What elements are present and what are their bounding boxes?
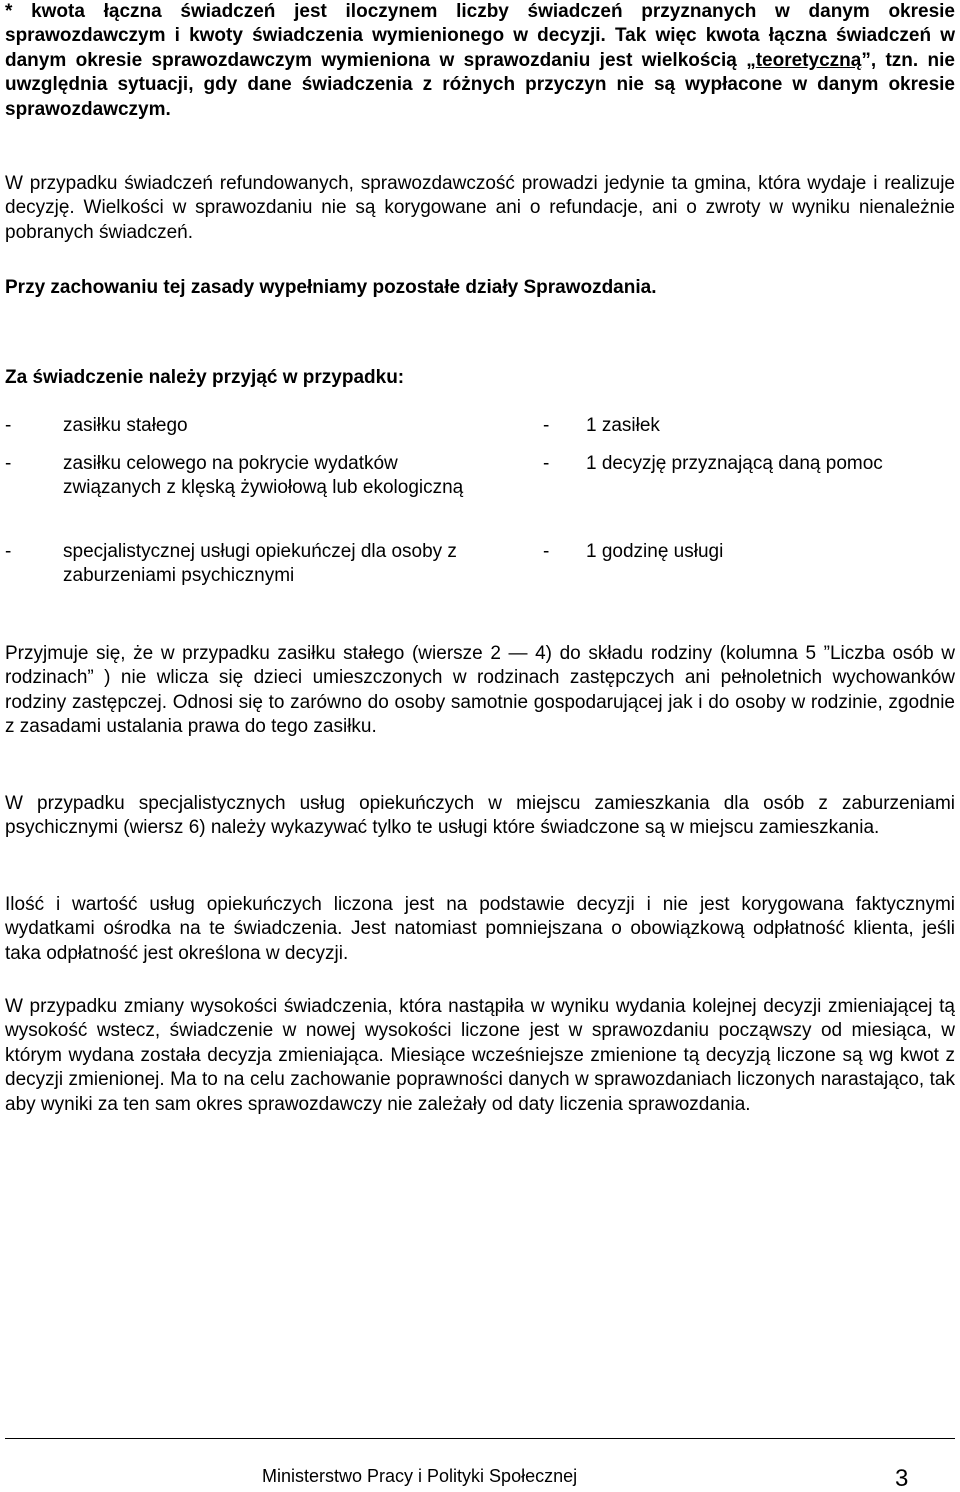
list-item-left: zasiłku stałego (63, 415, 188, 436)
list-dash: - (543, 415, 550, 436)
list-dash: - (5, 541, 12, 562)
list-dash: - (543, 453, 550, 474)
quantity-paragraph: Ilość i wartość usług opiekuńczych liczona jest na podstawie decyzji i nie jest korygowana faktycznymi wydatkami ośrodka na te świadczenia. Jest natomiast pomniejszana o obowiązkową odpłatność klienta, jeśli taka odpłatność jest określona w decyzji. (5, 894, 955, 964)
list-dash: - (5, 415, 12, 436)
list-item-left: specjalistycznej usługi opiekuńczej dla osoby z zaburzeniami psychicznymi (63, 541, 457, 587)
footer-organization: Ministerstwo Pracy i Polityki Społecznej (262, 1466, 578, 1486)
section-heading: Za świadczenie należy przyjąć w przypadku: (5, 367, 405, 388)
services-paragraph: W przypadku specjalistycznych usług opiekuńczych w miejscu zamieszkania dla osób z zaburzeniami psychicznymi (wiersz 6) należy wykazywać tylko te usługi które świadczone są w miejscu zamieszkania. (5, 793, 955, 839)
intro-paragraph (5, 0, 955, 122)
list-item-right: 1 decyzję przyznającą daną pomoc (586, 453, 883, 474)
list-dash: - (5, 453, 12, 474)
intro-text-start: * kwota łączna świadczeń jest iloczynem liczby świadczeń przyznanych w danym okresie sprawozdawczym i kwoty świadczenia wymienionego w decyzji. Tak więc kwota łączna świadczeń w danym okresie sprawozdawczym wymieniona w sprawozdaniu jest wielkością (5, 1, 955, 71)
refund-paragraph: W przypadku świadczeń refundowanych, sprawozdawczość prowadzi jedynie ta gmina, która wydaje i realizuje decyzję. Wielkości w sprawozdaniu nie są korygowane ani o refundacje, ani o zwroty w wyniku nienależnie pobranych świadczeń. (5, 173, 955, 243)
list-dash: - (543, 541, 550, 562)
list-item-left: zasiłku celowego na pokrycie wydatków związanych z klęską żywiołową lub ekologiczną (63, 453, 464, 499)
close-quote: ” (861, 49, 871, 71)
open-quote: „ (746, 49, 756, 71)
underlined-term: teoretyczną (755, 49, 862, 71)
footer-divider (5, 1438, 955, 1439)
page-number: 3 (895, 1465, 909, 1492)
intro-text-end: , tzn. nie uwzględnia sytuacji, gdy dane świadczenia z różnych przyczyn nie są wypłacone w danym okresie sprawozdawczym. (5, 49, 955, 120)
family-paragraph: Przyjmuje się, że w przypadku zasiłku stałego (wiersze 2 — 4) do składu rodziny (kolumna 5 ”Liczba osób w rodzinach” ) nie wlicza się dzieci umieszczonych w rodzinach zastępczych ani pełnoletnich wychowanków rodziny zastępczej. Odnosi się to zarówno do osoby samotnie gospodarującej jak i do osoby w rodzinie, zgodnie z zasadami ustalania prawa do tego zasiłku. (5, 643, 955, 738)
list-item-right: 1 godzinę usługi (586, 541, 724, 562)
rule-paragraph: Przy zachowaniu tej zasady wypełniamy pozostałe działy Sprawozdania. (5, 277, 657, 298)
list-item-right: 1 zasiłek (586, 415, 660, 436)
change-paragraph: W przypadku zmiany wysokości świadczenia, która nastąpiła w wyniku wydania kolejnej decyzji zmieniającej tą wysokość wstecz, świadczenie w nowej wysokości liczone jest w sprawozdaniu począwszy od miesiąca, w którym wydana została decyzja zmieniająca. Miesiące wcześniejsze zmienione tą decyzją liczone są wg kwot z decyzji zmienionej. Ma to na celu zachowanie poprawności danych w sprawozdaniach liczonych narastająco, tak aby wyniki za ten sam okres sprawozdawczy nie zależały od daty liczenia sprawozdania. (5, 996, 955, 1115)
